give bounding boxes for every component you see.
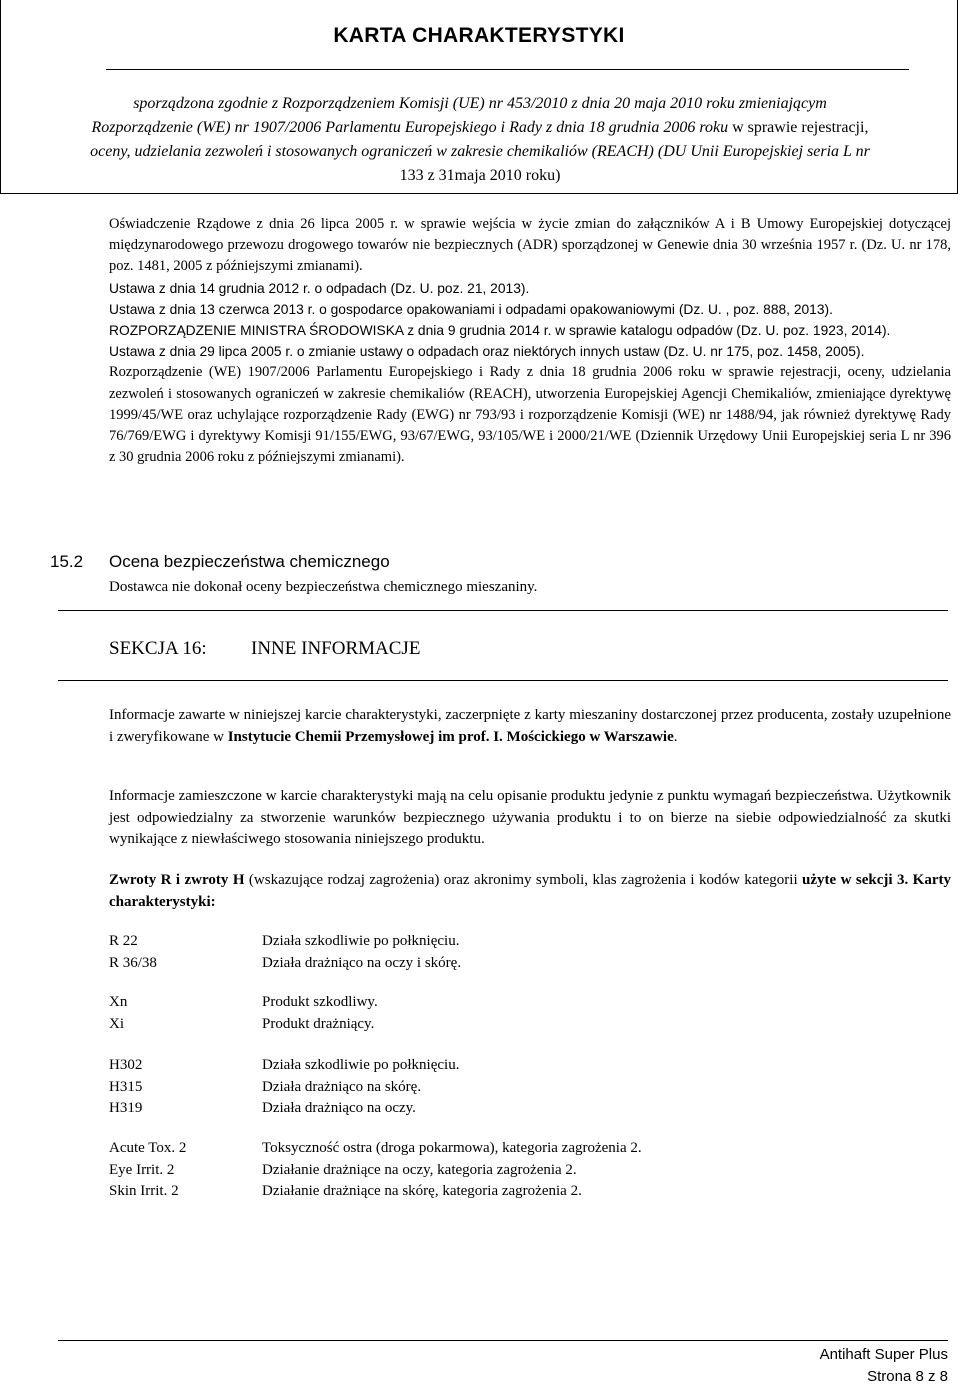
para1-text: Informacje zawarte w niniejszej karcie charakterystyki, zaczerpnięte z karty mieszaniny dostarczonej przez producenta, zostały uzupełnione i zweryfikowane w — [109, 707, 951, 745]
codes-intro-bold: Zwroty R i zwroty H — [109, 872, 245, 888]
list-item — [109, 1160, 642, 1182]
header-divider — [106, 69, 909, 70]
legal-references — [109, 214, 951, 468]
code-meaning: Działanie drażniące na oczy, kategoria zagrożenia 2. — [262, 1161, 577, 1178]
list-item — [109, 1077, 459, 1099]
code-label: Acute Tox. 2 — [109, 1140, 187, 1156]
code-meaning: Produkt szkodliwy. — [262, 994, 378, 1010]
symbols-list — [109, 992, 378, 1035]
reference-item: Ustawa z dnia 14 grudnia 2012 r. o odpadach (Dz. U. poz. 21, 2013). — [109, 280, 530, 296]
footer-product-name: Antihaft Super Plus — [819, 1346, 948, 1363]
subsection-number: 15.2 — [50, 552, 84, 571]
h-statements-list — [109, 1055, 459, 1120]
code-meaning: Toksyczność ostra (droga pokarmowa), kategoria zagrożenia 2. — [262, 1140, 642, 1156]
code-label: R 36/38 — [109, 954, 157, 971]
reference-item: Oświadczenie Rządowe z dnia 26 lipca 2005 r. w sprawie wejścia w życie zmian do załączników A i B Umowy Europejskiej dotyczącej międzynarodowego przewozu drogowego towarów nie bezpiecznych (ADR) sporządzonej w Genewie dnia 30 września 1957 r. (Dz. U. nr 178, poz. 1481, 2005 z późniejszymi zmianami). — [109, 216, 951, 275]
subtitle-line-1: sporządzona zgodnie z Rozporządzeniem Komisji (UE) nr 453/2010 z dnia 20 maja 2010 roku zmieniającym — [133, 95, 827, 112]
code-label: H319 — [109, 1100, 143, 1116]
para1-end: . — [673, 728, 678, 745]
code-meaning: Działa drażniąco na skórę. — [262, 1078, 422, 1095]
subtitle-line-4: 133 z 31maja 2010 roku) — [399, 167, 561, 184]
code-meaning: Działa szkodliwie po połknięciu. — [262, 933, 460, 949]
code-label: H315 — [109, 1078, 143, 1095]
subtitle-line-3: oceny, udzielania zezwoleń i stosowanych ograniczeń w zakresie chemikaliów (REACH) (DU Unii Europejskiej seria L nr — [90, 143, 870, 160]
list-item — [109, 1138, 642, 1160]
reference-item: Ustawa z dnia 13 czerwca 2013 r. o gospodarce opakowaniami i odpadami opakowaniowymi (Dz. U. , poz. 888, 2013). — [109, 301, 833, 317]
subtitle-line-2-tail: w sprawie rejestracji, — [728, 119, 869, 136]
code-meaning: Produkt drażniący. — [262, 1015, 375, 1032]
code-meaning: Działa drażniąco na oczy i skórę. — [262, 954, 462, 971]
code-label: Xn — [109, 994, 128, 1010]
code-label: Eye Irrit. 2 — [109, 1161, 175, 1178]
info-paragraph-disclaimer: Informacje zamieszczone w karcie charakterystyki mają na celu opisanie produktu jedynie z punktu wymagań bezpieczeństwa. Użytkownik jest odpowiedzialny za stworzenie warunków bezpiecznego używania produktu i to on bierze na siebie odpowiedzialność za skutki wynikające z niewłaściwego stosowania niniejszego produktu. — [109, 788, 951, 847]
list-item — [109, 1181, 642, 1203]
reference-item: Ustawa z dnia 29 lipca 2005 r. o zmianie ustawy o odpadach oraz niektórych innych ustaw (Dz. U. nr 175, poz. 1458, 2005). — [109, 344, 865, 360]
footer-page-number: Strona 8 z 8 — [867, 1368, 948, 1385]
footer-divider — [58, 1340, 948, 1341]
codes-intro — [109, 870, 951, 913]
code-label: H302 — [109, 1057, 143, 1073]
section-16-title: INNE INFORMACJE — [251, 638, 421, 659]
list-item — [109, 992, 378, 1014]
regulation-subtitle — [41, 92, 919, 188]
list-item — [109, 1098, 459, 1120]
subsection-text: Dostawca nie dokonał oceny bezpieczeństwa chemicznego mieszaniny. — [109, 579, 538, 595]
section-divider — [58, 610, 948, 611]
document-header — [0, 0, 958, 194]
code-label: Xi — [109, 1015, 124, 1032]
section-16-divider — [58, 680, 948, 681]
code-meaning: Działa drażniąco na oczy. — [262, 1100, 416, 1116]
list-item — [109, 1055, 459, 1077]
list-item — [109, 953, 461, 975]
code-meaning: Działanie drażniące na skórę, kategoria zagrożenia 2. — [262, 1183, 582, 1199]
section-16-label: SEKCJA 16: — [109, 638, 207, 659]
info-paragraph-source — [109, 705, 951, 748]
list-item — [109, 1014, 378, 1036]
codes-intro-tail: użyte w sekcji 3. Karty charakterystyki: — [109, 872, 951, 910]
reference-item: ROZPORZĄDZENIE MINISTRA ŚRODOWISKA z dnia 9 grudnia 2014 r. w sprawie katalogu odpadów (Dz. U. poz. 1923, 2014). — [109, 323, 891, 339]
document-title: KARTA CHARAKTERYSTYKI — [333, 24, 625, 47]
codes-intro-text: (wskazujące rodzaj zagrożenia) oraz akronimy symboli, klas zagrożenia i kodów kategorii — [244, 872, 803, 888]
subsection-title: Ocena bezpieczeństwa chemicznego — [109, 552, 390, 571]
hazard-categories-list — [109, 1138, 642, 1203]
reference-item: Rozporządzenie (WE) 1907/2006 Parlamentu Europejskiego i Rady z dnia 18 grudnia 2006 roku w sprawie rejestracji, oceny, udzielania zezwoleń i stosowanych ograniczeń w zakresie chemikaliów (REACH), utworzenia Europejskiej Agencji Chemikaliów, zmieniające dyrektywę 1999/45/WE oraz uchylające rozporządzenie Rady (EWG) nr 793/93 i rozporządzenie Komisji (WE) nr 1488/94, jak również dyrektywę Rady 76/769/EWG i dyrektywy Komisji 91/155/EWG, 93/67/EWG, 93/105/WE i 2000/21/WE (Dziennik Urzędowy Unii Europejskiej seria L nr 396 z 30 grudnia 2006 roku z późniejszymi zmianami). — [109, 364, 951, 466]
code-label: Skin Irrit. 2 — [109, 1183, 179, 1199]
r-phrases-list — [109, 931, 461, 974]
para1-institute: Instytucie Chemii Przemysłowej im prof. I. Mościckiego w Warszawie — [227, 728, 674, 745]
section-16-heading — [109, 638, 420, 660]
code-meaning: Działa szkodliwie po połknięciu. — [262, 1057, 460, 1073]
subtitle-line-2: Rozporządzenie (WE) nr 1907/2006 Parlamentu Europejskiego i Rady z dnia 18 grudnia 2006 roku — [91, 119, 729, 136]
code-label: R 22 — [109, 933, 138, 949]
list-item — [109, 931, 461, 953]
